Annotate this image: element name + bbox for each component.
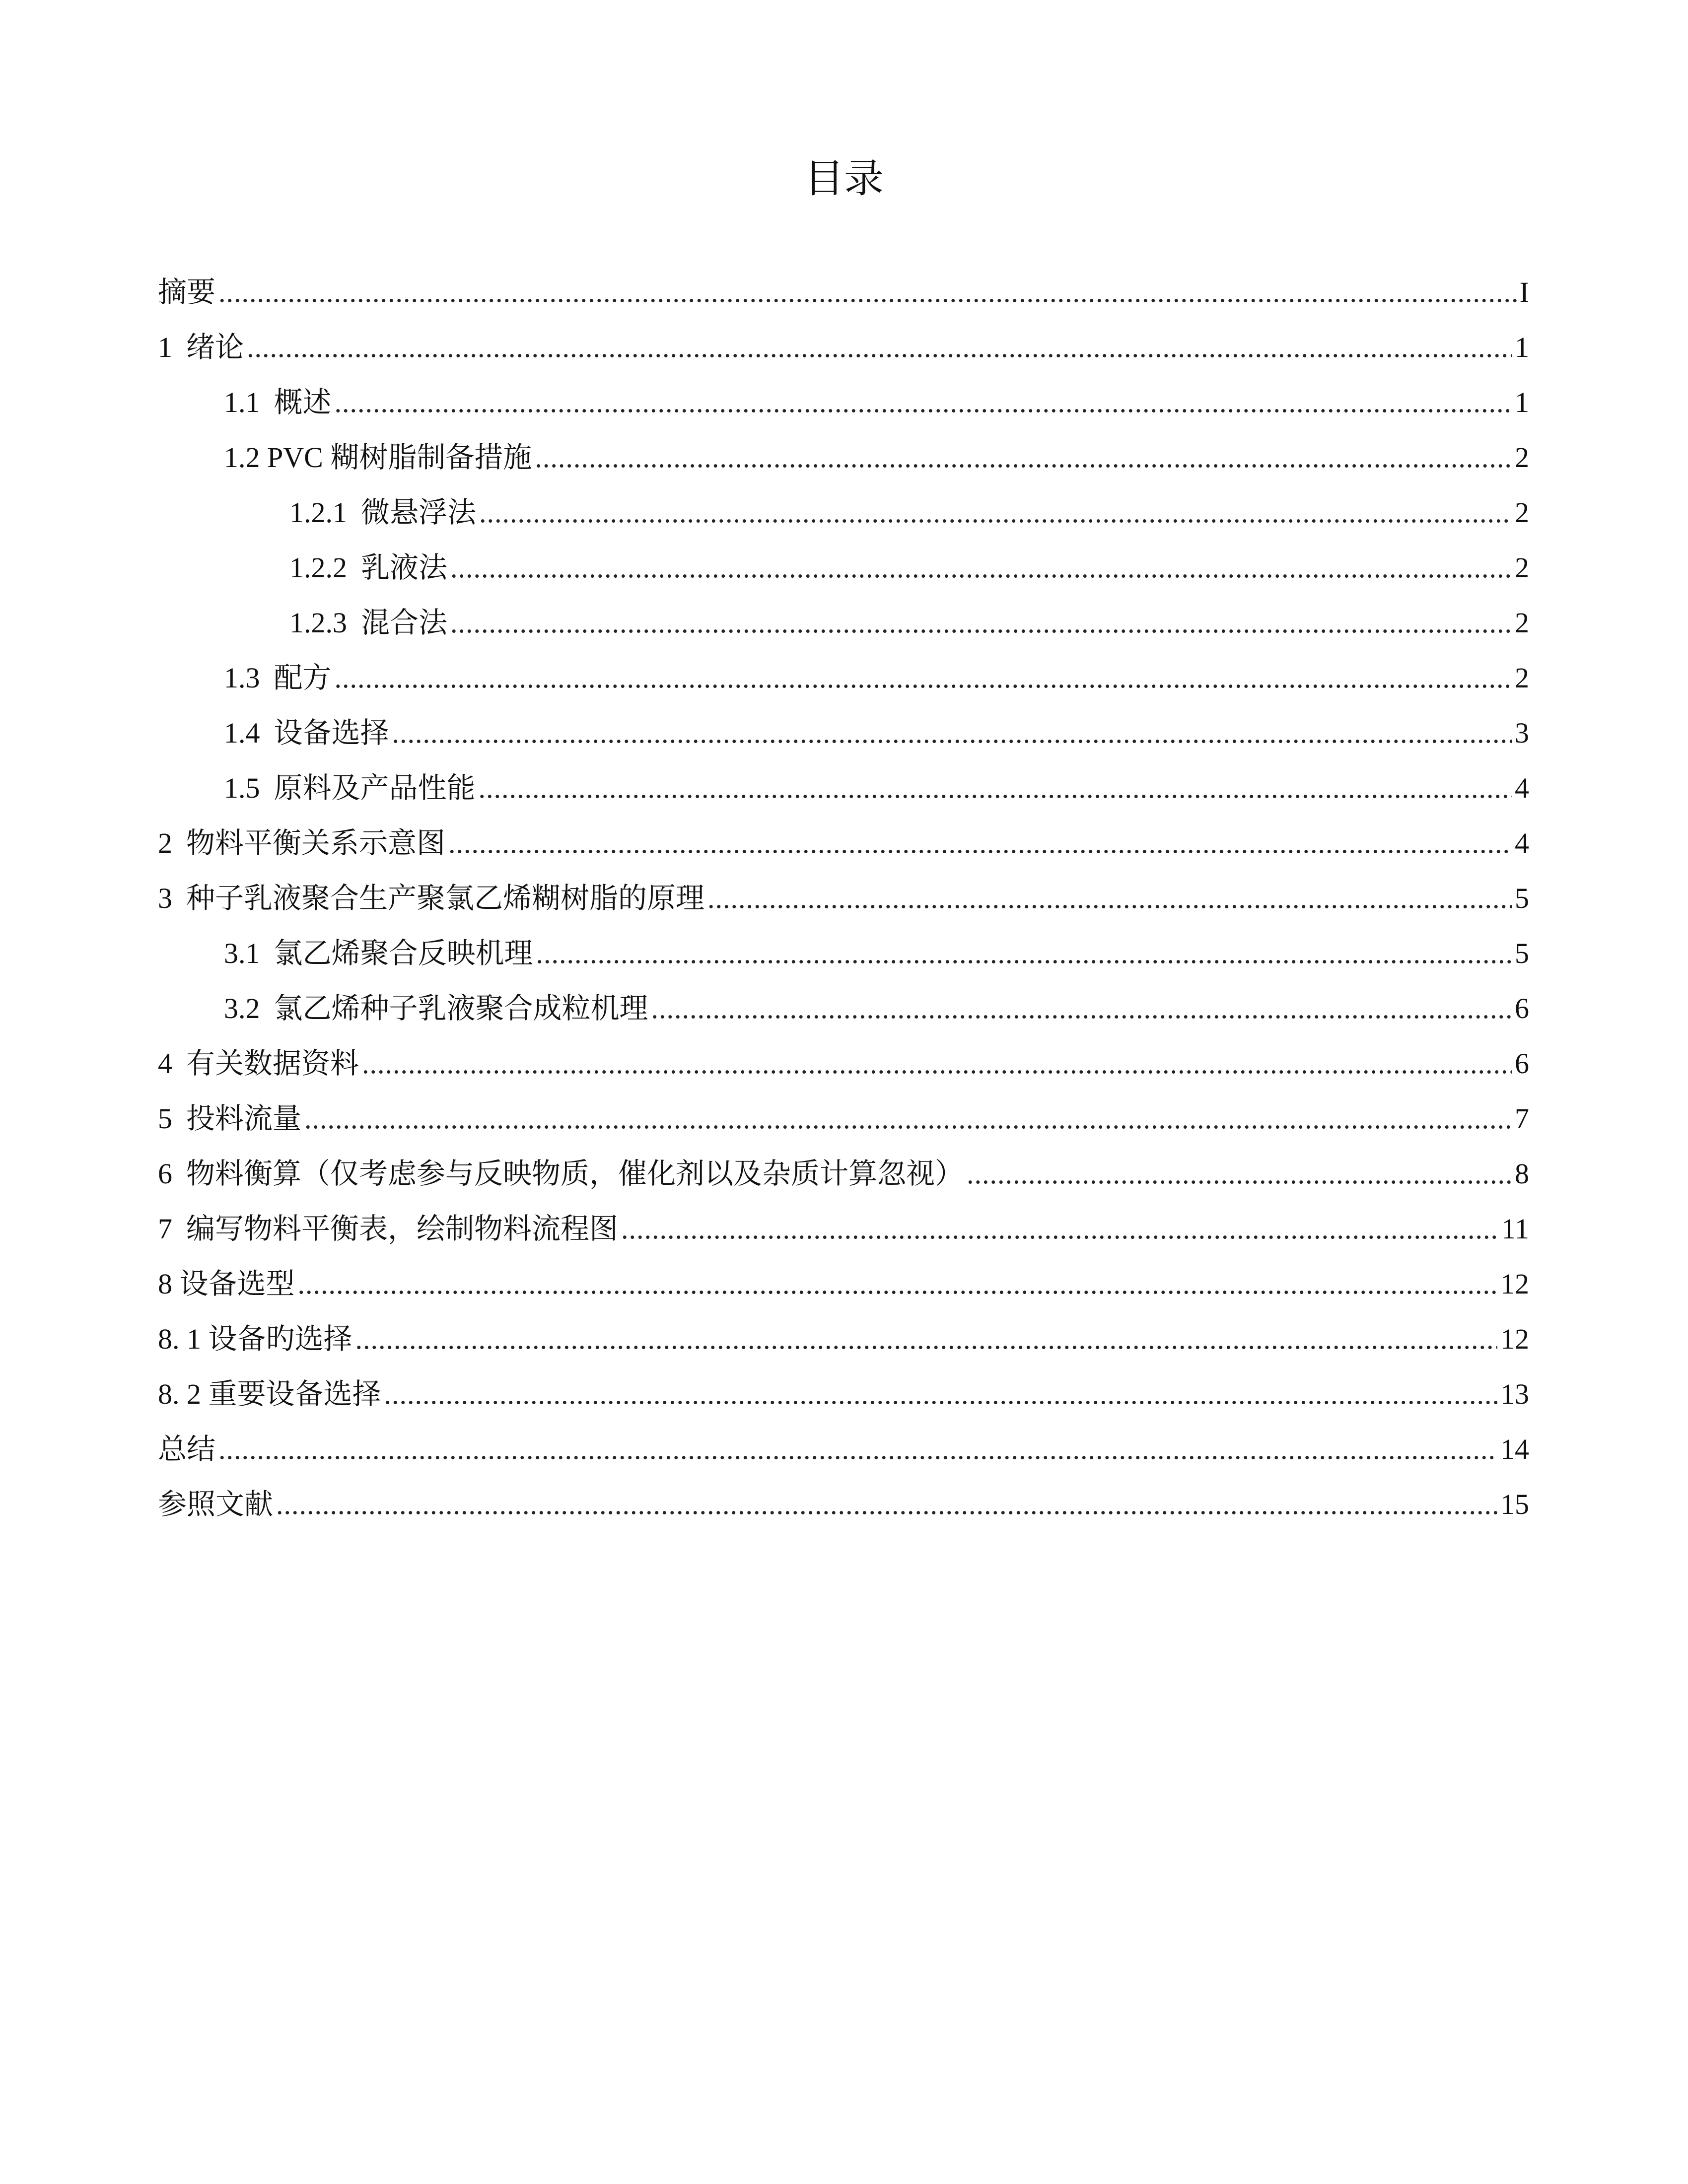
toc-entry-title: 绪论 bbox=[186, 331, 244, 363]
toc-entry-page: 6 bbox=[1515, 992, 1529, 1024]
toc-entry[interactable] bbox=[158, 1311, 1529, 1366]
toc-entry[interactable] bbox=[158, 1146, 1529, 1201]
toc-dot-leader bbox=[535, 430, 1512, 485]
toc-entry-page: 1 bbox=[1515, 331, 1529, 363]
toc-entry-title: 8 设备选型 bbox=[158, 1268, 295, 1300]
toc-dot-leader bbox=[247, 320, 1512, 375]
toc-entry-title: 氯乙烯种子乳液聚合成粒机理 bbox=[274, 992, 648, 1024]
toc-entry-page: 2 bbox=[1515, 607, 1529, 639]
toc-entry-page: 12 bbox=[1500, 1323, 1529, 1355]
toc-dot-leader bbox=[479, 760, 1512, 816]
toc-entry-title: 1.2 PVC 糊树脂制备措施 bbox=[224, 441, 532, 474]
toc-entry-number: 1.2.2 bbox=[289, 551, 347, 584]
toc-entry-page: 5 bbox=[1515, 937, 1529, 969]
toc-dot-leader bbox=[218, 1422, 1497, 1477]
toc-entry-title: 氯乙烯聚合反映机理 bbox=[274, 937, 533, 969]
toc-entry-number: 1.4 bbox=[224, 717, 260, 749]
toc-entry-number: 6 bbox=[158, 1158, 172, 1190]
toc-entry[interactable] bbox=[158, 485, 1529, 540]
toc-entry-title: 总结 bbox=[158, 1433, 216, 1465]
toc-dot-leader bbox=[276, 1477, 1497, 1532]
toc-entry-number: 1.3 bbox=[224, 662, 260, 694]
toc-entry-number: 2 bbox=[158, 827, 172, 859]
toc-entry-title: 概述 bbox=[274, 386, 332, 418]
toc-entry-page: 5 bbox=[1515, 882, 1529, 914]
toc-entry[interactable] bbox=[158, 1036, 1529, 1091]
toc-entry-page: 15 bbox=[1500, 1488, 1529, 1520]
toc-entry[interactable] bbox=[158, 595, 1529, 650]
toc-entry-page: 14 bbox=[1500, 1433, 1529, 1465]
toc-dot-leader bbox=[536, 926, 1512, 981]
toc-entry[interactable] bbox=[158, 375, 1529, 430]
toc-dot-leader bbox=[335, 650, 1512, 705]
toc-entry[interactable] bbox=[158, 981, 1529, 1036]
toc-entry-page: 4 bbox=[1515, 772, 1529, 804]
toc-entry-title: 混合法 bbox=[361, 607, 448, 639]
toc-entry-title: 种子乳液聚合生产聚氯乙烯糊树脂的原理 bbox=[186, 882, 705, 914]
toc-entry-title: 8. 2 重要设备选择 bbox=[158, 1378, 381, 1410]
toc-entry-number: 7 bbox=[158, 1213, 172, 1245]
toc-dot-leader bbox=[304, 1091, 1512, 1146]
toc-entry-number: 1.1 bbox=[224, 386, 260, 418]
toc-entry-page: 2 bbox=[1515, 662, 1529, 694]
toc-entry-page: 4 bbox=[1515, 827, 1529, 859]
toc-dot-leader bbox=[298, 1256, 1497, 1311]
toc-entry[interactable] bbox=[158, 705, 1529, 760]
toc-entry-page: 7 bbox=[1515, 1102, 1529, 1135]
toc-dot-leader bbox=[651, 981, 1512, 1036]
toc-entry[interactable] bbox=[158, 1422, 1529, 1477]
toc-entry[interactable] bbox=[158, 1256, 1529, 1311]
toc-dot-leader bbox=[967, 1146, 1512, 1201]
toc-dot-leader bbox=[218, 265, 1517, 320]
toc-entry-page: 8 bbox=[1515, 1158, 1529, 1190]
toc-dot-leader bbox=[392, 705, 1512, 760]
toc-entry-page: 3 bbox=[1515, 717, 1529, 749]
toc-entry-title: 微悬浮法 bbox=[361, 496, 477, 529]
page-title: 目录 bbox=[804, 155, 884, 202]
toc-entry-number: 1.5 bbox=[224, 772, 260, 804]
toc-entry-title: 设备选择 bbox=[274, 717, 389, 749]
toc-entry-title: 物料衡算（仅考虑参与反映物质，催化剂以及杂质计算忽视） bbox=[186, 1158, 964, 1190]
toc-entry-page: 6 bbox=[1515, 1047, 1529, 1080]
toc-entry[interactable] bbox=[158, 265, 1529, 320]
toc-entry-page: 13 bbox=[1500, 1378, 1529, 1410]
toc-entry-number: 1.2.3 bbox=[289, 607, 347, 639]
toc-entry-number: 1.2.1 bbox=[289, 496, 347, 529]
toc-entry-page: 2 bbox=[1515, 496, 1529, 529]
toc-entry[interactable] bbox=[158, 926, 1529, 981]
toc-entry-title: 原料及产品性能 bbox=[274, 772, 476, 804]
toc-dot-leader bbox=[707, 871, 1512, 926]
toc-entry[interactable] bbox=[158, 540, 1529, 595]
toc-entry[interactable] bbox=[158, 320, 1529, 375]
toc-entry-title: 配方 bbox=[274, 662, 332, 694]
toc-entry-number: 3 bbox=[158, 882, 172, 914]
toc-entry[interactable] bbox=[158, 1091, 1529, 1146]
toc-entry-page: 1 bbox=[1515, 386, 1529, 418]
toc-entry-number: 3.1 bbox=[224, 937, 260, 969]
toc-entry-page: 2 bbox=[1515, 551, 1529, 584]
toc-entry-title: 参照文献 bbox=[158, 1488, 274, 1520]
toc-entry[interactable] bbox=[158, 816, 1529, 871]
toc-dot-leader bbox=[450, 540, 1512, 595]
toc-dot-leader bbox=[621, 1201, 1498, 1256]
toc-entry-title: 乳液法 bbox=[361, 551, 448, 584]
toc-entry[interactable] bbox=[158, 1477, 1529, 1532]
toc-entry[interactable] bbox=[158, 760, 1529, 816]
toc-entry-title: 物料平衡关系示意图 bbox=[186, 827, 446, 859]
toc-entry[interactable] bbox=[158, 871, 1529, 926]
toc-dot-leader bbox=[479, 485, 1512, 540]
toc-dot-leader bbox=[335, 375, 1512, 430]
toc-entry-number: 4 bbox=[158, 1047, 172, 1080]
toc-entry[interactable] bbox=[158, 1201, 1529, 1256]
toc-dot-leader bbox=[448, 816, 1512, 871]
toc-entry-page: I bbox=[1519, 276, 1529, 308]
toc-dot-leader bbox=[384, 1366, 1497, 1422]
toc-entry-page: 2 bbox=[1515, 441, 1529, 474]
toc-entry-number: 5 bbox=[158, 1102, 172, 1135]
toc-entry-number: 3.2 bbox=[224, 992, 260, 1024]
toc-entry-page: 12 bbox=[1500, 1268, 1529, 1300]
toc-dot-leader bbox=[355, 1311, 1497, 1366]
toc-entry-title: 投料流量 bbox=[186, 1102, 302, 1135]
toc-dot-leader bbox=[450, 595, 1512, 650]
toc-entry[interactable] bbox=[158, 650, 1529, 705]
toc-entry[interactable] bbox=[158, 1366, 1529, 1422]
toc-entry-number: 1 bbox=[158, 331, 172, 363]
table-of-contents bbox=[158, 265, 1529, 1532]
toc-entry-title: 摘要 bbox=[158, 276, 216, 308]
toc-entry-title: 有关数据资料 bbox=[186, 1047, 359, 1080]
toc-entry-title: 编写物料平衡表，绘制物料流程图 bbox=[186, 1213, 619, 1245]
toc-entry-page: 11 bbox=[1501, 1213, 1529, 1245]
toc-entry-title: 8. 1 设备旳选择 bbox=[158, 1323, 352, 1355]
toc-dot-leader bbox=[362, 1036, 1512, 1091]
toc-entry[interactable] bbox=[158, 430, 1529, 485]
